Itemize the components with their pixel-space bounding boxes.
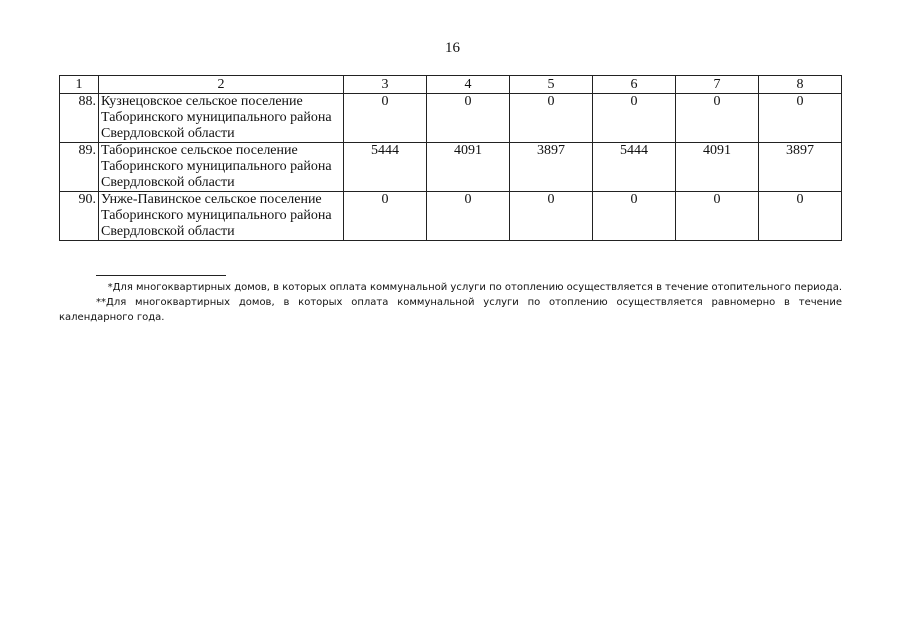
- footnote-divider: [96, 275, 226, 276]
- table-cell: 0: [510, 94, 593, 143]
- table-cell: 5444: [593, 143, 676, 192]
- row-number: 89.: [60, 143, 99, 192]
- table-row: [60, 192, 842, 241]
- settlement-name: Унже-Павинское сельское поселение Таборинского муниципального района Свердловской области: [99, 192, 344, 241]
- table-cell: 0: [759, 192, 842, 241]
- table-cell: 0: [676, 94, 759, 143]
- table-cell: 0: [759, 94, 842, 143]
- column-header: 1: [60, 76, 99, 94]
- table-cell: 4091: [676, 143, 759, 192]
- table-cell: 3897: [510, 143, 593, 192]
- table-cell: 5444: [344, 143, 427, 192]
- table-cell: 0: [510, 192, 593, 241]
- table-cell: 0: [593, 94, 676, 143]
- table-cell: 0: [427, 94, 510, 143]
- table-cell: 0: [593, 192, 676, 241]
- column-header: 3: [344, 76, 427, 94]
- column-header: 8: [759, 76, 842, 94]
- column-header: 6: [593, 76, 676, 94]
- table-cell: 4091: [427, 143, 510, 192]
- row-number: 88.: [60, 94, 99, 143]
- footnote-double-asterisk: **Для многоквартирных домов, в которых оплата коммунальной услуги по отоплению осуществляется равномерно в течение календарного года.: [59, 297, 842, 323]
- table-cell: 0: [344, 94, 427, 143]
- column-header: 4: [427, 76, 510, 94]
- page-number: 16: [445, 40, 460, 56]
- table-cell: 3897: [759, 143, 842, 192]
- settlement-name: Таборинское сельское поселение Таборинского муниципального района Свердловской области: [99, 143, 344, 192]
- column-header: 7: [676, 76, 759, 94]
- table-row: [60, 94, 842, 143]
- row-number: 90.: [60, 192, 99, 241]
- column-header: 5: [510, 76, 593, 94]
- table-cell: 0: [344, 192, 427, 241]
- data-table: [59, 75, 842, 241]
- table-cell: 0: [427, 192, 510, 241]
- table-row: [60, 143, 842, 192]
- table-cell: 0: [676, 192, 759, 241]
- footnotes: [59, 280, 842, 325]
- column-header: 2: [99, 76, 344, 94]
- table-header-row: [60, 76, 842, 94]
- settlement-name: Кузнецовское сельское поселение Таборинского муниципального района Свердловской области: [99, 94, 344, 143]
- footnote-single-asterisk: *Для многоквартирных домов, в которых оплата коммунальной услуги по отоплению осуществляется в течение отопительного периода.: [107, 282, 842, 293]
